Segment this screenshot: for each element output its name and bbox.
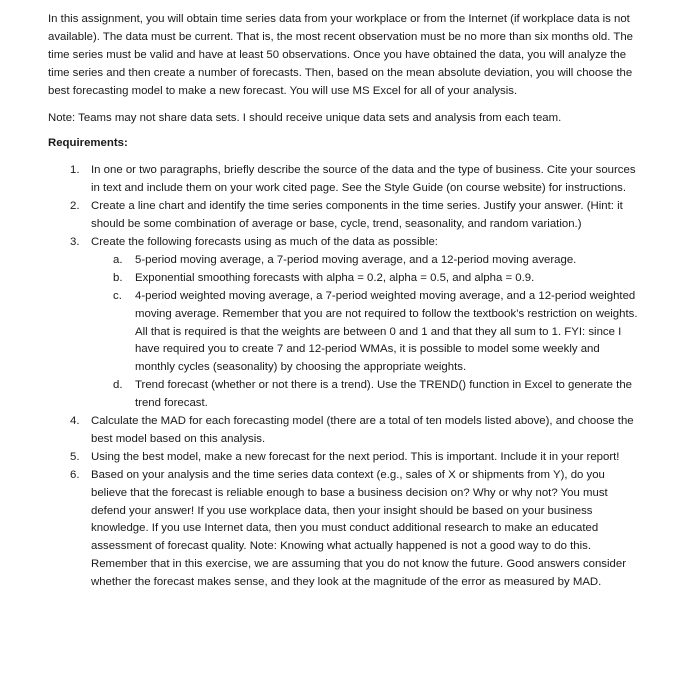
requirement-item-1 — [48, 162, 640, 198]
sub-item-letter: b. — [113, 271, 123, 284]
sub-item-text: 4-period weighted moving average, a 7-period weighted moving average, and a 12-period weighted moving average. Remember that you are not required to follow the textbook’s restriction on weights. All that is required is that the weights are between 0 and 1 and that they all sum to 1. FYI: since I have required you to create 7 and 12-period WMAs, it is possible to model some weekly and monthly cycles (seasonality) by choosing the appropriate weights. — [135, 289, 638, 374]
sub-item-text: Exponential smoothing forecasts with alpha = 0.2, alpha = 0.5, and alpha = 0.9. — [135, 271, 535, 284]
item-number: 4. — [70, 415, 80, 428]
requirement-item-2 — [48, 198, 640, 234]
item-text: Create the following forecasts using as much of the data as possible: — [91, 235, 438, 248]
requirement-item-4 — [48, 413, 640, 449]
item-text: Using the best model, make a new forecast for the next period. This is important. Include it in your report! — [91, 450, 620, 463]
assignment-document — [48, 11, 640, 592]
requirement-item-6 — [48, 467, 640, 592]
sub-item-b — [91, 270, 640, 288]
sub-item-letter: a. — [113, 253, 123, 266]
sub-item-c — [91, 288, 640, 378]
sub-item-text: Trend forecast (whether or not there is a trend). Use the TREND() function in Excel to generate the trend forecast. — [135, 379, 632, 410]
sub-item-letter: d. — [113, 379, 123, 392]
requirements-list — [48, 162, 640, 592]
item-number: 3. — [70, 235, 80, 248]
sub-item-a — [91, 252, 640, 270]
item-text: In one or two paragraphs, briefly describe the source of the data and the type of business. Cite your sources in text and include them on your work cited page. See the Style Guide (on course website) for instructions. — [91, 164, 636, 195]
intro-paragraph: In this assignment, you will obtain time series data from your workplace or from the Internet (if workplace data is not available). The data must be current. That is, the most recent observation must be no more than six months old. The time series must be valid and have at least 50 observations. Once you have obtained the data, you will analyze the time series and then create a number of forecasts. Then, based on the mean absolute deviation, you will choose the best forecasting model to make a new forecast. You will use MS Excel for all of your analysis. — [48, 13, 634, 97]
item-text: Calculate the MAD for each forecasting model (there are a total of ten models listed above), and choose the best model based on this analysis. — [91, 415, 634, 445]
requirements-heading: Requirements: — [48, 137, 128, 150]
requirement-item-5 — [48, 449, 640, 467]
item-text: Based on your analysis and the time series data context (e.g., sales of X or shipments from Y), do you believe that the forecast is reliable enough to base a business decision on? Why or why not? You must defend your answer! If you use workplace data, then your insight should be based on your business knowledge. If you use Internet data, then you must conduct additional research to make an educated assessment of forecast quality. Note: Knowing what actually happened is not a good way to do this. Remember that in this exercise, we are assuming that you do not know the future. Good answers consider whether the forecast makes sense, and they look at the magnitude of the error as measured by MAD. — [91, 468, 626, 589]
item-number: 2. — [70, 200, 80, 213]
item-text: Create a line chart and identify the time series components in the time series. Justify your answer. (Hint: it should be some combination of average or base, cycle, trend, seasonality, and random variation.) — [91, 200, 623, 231]
forecast-sublist — [91, 252, 640, 413]
sub-item-letter: c. — [113, 289, 122, 302]
sub-item-text: 5-period moving average, a 7-period moving average, and a 12-period moving average. — [135, 253, 577, 266]
item-number: 5. — [70, 450, 80, 463]
requirement-item-3 — [48, 234, 640, 413]
sub-item-d — [91, 377, 640, 413]
note-paragraph: Note: Teams may not share data sets. I should receive unique data sets and analysis from each team. — [48, 111, 562, 124]
item-number: 6. — [70, 468, 80, 481]
item-number: 1. — [70, 164, 80, 177]
